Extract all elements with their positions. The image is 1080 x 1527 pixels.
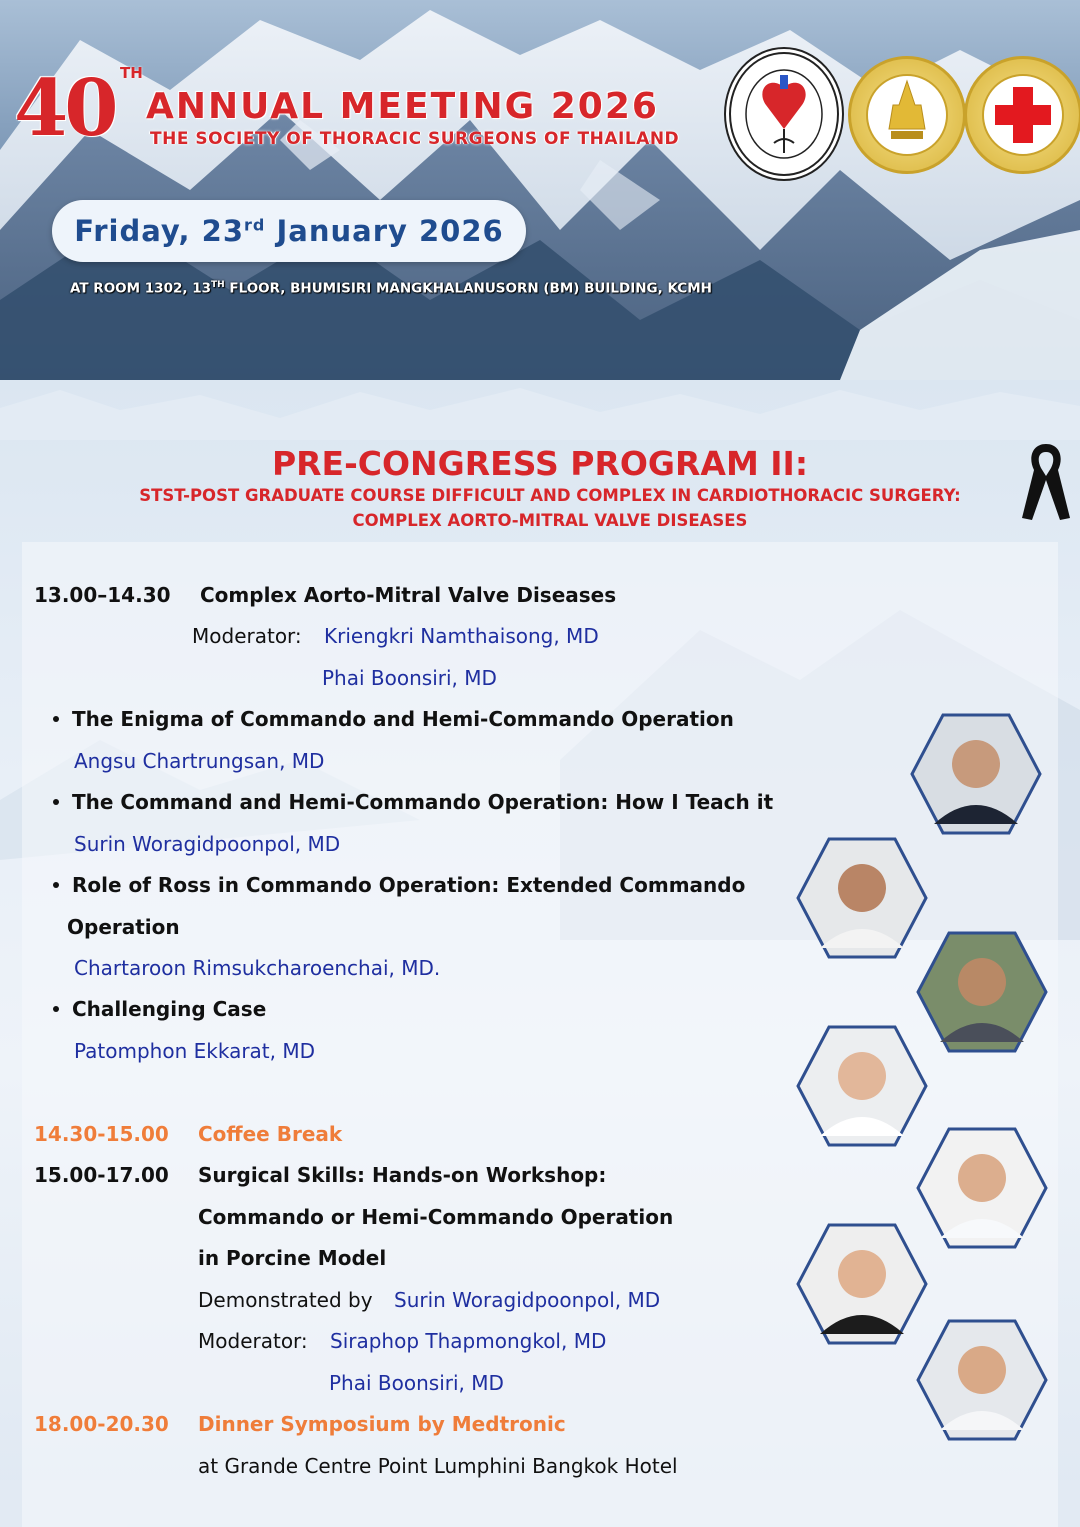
session1-moderator-label: Moderator: <box>192 624 302 648</box>
dinner-title: Dinner Symposium by Medtronic <box>198 1412 566 1436</box>
speaker-photo-5 <box>916 1126 1048 1250</box>
bullet-icon <box>53 716 59 722</box>
speaker-photo-3 <box>916 930 1048 1054</box>
talk1-speaker: Angsu Chartrungsan, MD <box>74 749 325 773</box>
program-title: PRE-CONGRESS PROGRAM II: <box>271 444 809 483</box>
session1-moderator-2: Phai Boonsiri, MD <box>322 666 497 690</box>
bullet-icon <box>53 1006 59 1012</box>
speaker-photo-6 <box>796 1222 928 1346</box>
coffee-title: Coffee Break <box>198 1122 343 1146</box>
coffee-time: 14.30-15.00 <box>34 1122 169 1146</box>
session1-moderator-1: Kriengkri Namthaisong, MD <box>324 624 599 648</box>
talk2-speaker: Surin Woragidpoonpol, MD <box>74 832 341 856</box>
date-day: Friday, 23 <box>74 214 245 248</box>
dinner-time: 18.00-20.30 <box>34 1412 169 1436</box>
talk3-title-continued: Operation <box>67 915 180 939</box>
program-subtitle-line2: COMPLEX AORTO-MITRAL VALVE DISEASES <box>352 511 748 530</box>
session1-time: 13.00–14.30 <box>34 583 171 607</box>
venue-sup: TH <box>210 280 225 290</box>
meeting-title: ANNUAL MEETING 2026 <box>146 86 659 127</box>
session2-moderator-label: Moderator: <box>198 1329 308 1353</box>
talk3-speaker: Chartaroon Rimsukcharoenchai, MD. <box>74 956 441 980</box>
memorial-hospital-logo <box>964 56 1080 174</box>
date-badge <box>52 200 526 262</box>
faculty-of-medicine-logo <box>848 56 966 174</box>
date-month-year: January 2026 <box>276 214 504 248</box>
dinner-venue: at Grande Centre Point Lumphini Bangkok Hotel <box>198 1454 678 1478</box>
society-logo <box>724 47 844 181</box>
anniversary-suffix: TH <box>120 64 143 82</box>
session2-title-line3: in Porcine Model <box>198 1246 387 1270</box>
bullet-icon <box>53 799 59 805</box>
speaker-photo-7 <box>916 1318 1048 1442</box>
speaker-photo-1 <box>910 712 1042 836</box>
venue-prefix: AT ROOM 1302, 13 <box>70 280 211 297</box>
talk2-title: The Command and Hemi-Commando Operation: How I Teach it <box>72 790 774 814</box>
session2-moderator-2: Phai Boonsiri, MD <box>329 1371 504 1395</box>
talk3-title: Role of Ross in Commando Operation: Extended Commando <box>72 873 746 897</box>
program-subtitle-line1: STST-POST GRADUATE COURSE DIFFICULT AND COMPLEX IN CARDIOTHORACIC SURGERY: <box>139 486 961 505</box>
talk4-speaker: Patomphon Ekkarat, MD <box>74 1039 316 1063</box>
session2-demonstrator: Surin Woragidpoonpol, MD <box>394 1288 661 1312</box>
black-ribbon-icon <box>1018 440 1074 528</box>
date-ordinal: rd <box>244 215 266 235</box>
session2-time: 15.00-17.00 <box>34 1163 169 1187</box>
session2-moderator-1: Siraphop Thapmongkol, MD <box>330 1329 607 1353</box>
venue-line <box>70 280 712 297</box>
session2-title-line1: Surgical Skills: Hands-on Workshop: <box>198 1163 607 1187</box>
anniversary-number: 40 <box>14 63 115 154</box>
session1-title: Complex Aorto-Mitral Valve Diseases <box>200 583 617 607</box>
session2-title-line2: Commando or Hemi-Commando Operation <box>198 1205 674 1229</box>
talk1-title: The Enigma of Commando and Hemi-Commando Operation <box>72 707 734 731</box>
speaker-photo-2 <box>796 836 928 960</box>
bullet-icon <box>53 882 59 888</box>
speaker-photo-4 <box>796 1024 928 1148</box>
society-name: THE SOCIETY OF THORACIC SURGEONS OF THAILAND <box>150 129 680 149</box>
talk4-title: Challenging Case <box>72 997 267 1021</box>
venue-suffix: FLOOR, BHUMISIRI MANGKHALANUSORN (BM) BUILDING, KCMH <box>229 280 712 297</box>
session2-demo-label: Demonstrated by <box>198 1288 373 1312</box>
